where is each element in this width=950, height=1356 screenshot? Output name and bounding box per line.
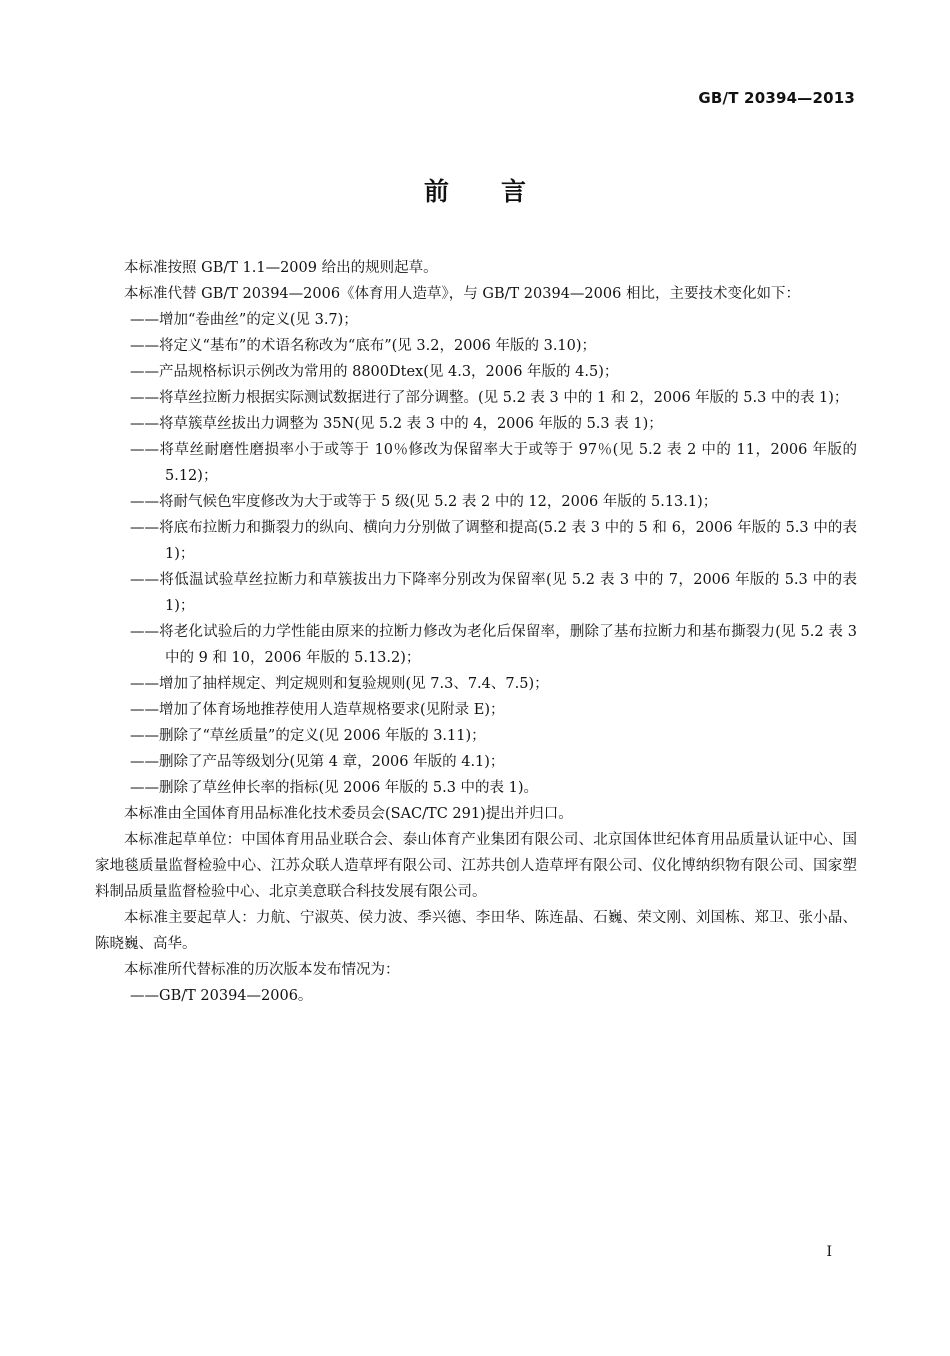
history-item: ——GB/T 20394—2006。: [130, 988, 313, 1004]
change-item: ——删除了产品等级划分(见第 4 章，2006 年版的 4.1)；: [130, 754, 505, 770]
page-number: I: [826, 1244, 832, 1260]
proposer-paragraph: 本标准由全国体育用品标准化技术委员会(SAC/TC 291)提出并归口。: [124, 806, 573, 822]
drafting-units-paragraph: 本标准起草单位：中国体育用品业联合会、泰山体育产业集团有限公司、北京国体世纪体育用品质量认证中心、国家地毯质量监督检验中心、江苏众联人造草坪有限公司、江苏共创人造草坪有限公司、仪化博纳织物有限公司、国家塑料制品质量监督检验中心、北京美意联合科技发展有限公司。: [95, 832, 857, 900]
change-item: ——将草簇草丝拔出力调整为 35N(见 5.2 表 3 中的 4，2006 年版的 5.3 表 1)；: [130, 416, 663, 432]
change-item: ——产品规格标识示例改为常用的 8800Dtex(见 4.3，2006 年版的 4.5)；: [130, 364, 619, 380]
change-item: ——将定义“基布”的术语名称改为“底布”(见 3.2，2006 年版的 3.10)；: [130, 338, 597, 354]
drafters-paragraph: 本标准主要起草人：力航、宁淑英、侯力波、季兴德、李田华、陈连晶、石巍、荣文刚、刘国栋、郑卫、张小晶、陈晓巍、高华。: [95, 910, 857, 952]
drafting-rule-paragraph: 本标准按照 GB/T 1.1—2009 给出的规则起草。: [124, 260, 438, 276]
change-item: ——将低温试验草丝拉断力和草簇拔出力下降率分别改为保留率(见 5.2 表 3 中的 7，2006 年版的 5.3 中的表 1)；: [130, 572, 857, 614]
change-item: ——将草丝拉断力根据实际测试数据进行了部分调整。(见 5.2 表 3 中的 1 和 2，2006 年版的 5.3 中的表 1)；: [130, 390, 849, 406]
page-title: 前言: [423, 177, 578, 206]
change-item: ——增加了抽样规定、判定规则和复验规则(见 7.3、7.4、7.5)；: [130, 676, 549, 692]
change-item: ——将老化试验后的力学性能由原来的拉断力修改为老化后保留率，删除了基布拉断力和基布撕裂力(见 5.2 表 3 中的 9 和 10，2006 年版的 5.13.2)；: [130, 624, 857, 666]
change-item: ——将底布拉断力和撕裂力的纵向、横向力分别做了调整和提高(5.2 表 3 中的 5 和 6，2006 年版的 5.3 中的表 1)；: [130, 520, 857, 562]
foreword-body: [95, 255, 857, 1009]
change-item: ——删除了草丝伸长率的指标(见 2006 年版的 5.3 中的表 1)。: [130, 780, 539, 796]
change-item: ——增加了体育场地推荐使用人造草规格要求(见附录 E)；: [130, 702, 505, 718]
change-item: ——将耐气候色牢度修改为大于或等于 5 级(见 5.2 表 2 中的 12，2006 年版的 5.13.1)；: [130, 494, 718, 510]
standard-number: GB/T 20394—2013: [698, 89, 855, 107]
change-item: ——删除了“草丝质量”的定义(见 2006 年版的 3.11)；: [130, 728, 486, 744]
change-item: ——将草丝耐磨性磨损率小于或等于 10％修改为保留率大于或等于 97％(见 5.2 表 2 中的 11，2006 年版的 5.12)；: [130, 442, 857, 484]
history-paragraph: 本标准所代替标准的历次版本发布情况为：: [124, 962, 400, 978]
replacement-paragraph: 本标准代替 GB/T 20394—2006《体育用人造草》，与 GB/T 20394—2006 相比，主要技术变化如下：: [124, 286, 800, 302]
change-item: ——增加“卷曲丝”的定义(见 3.7)；: [130, 312, 358, 328]
